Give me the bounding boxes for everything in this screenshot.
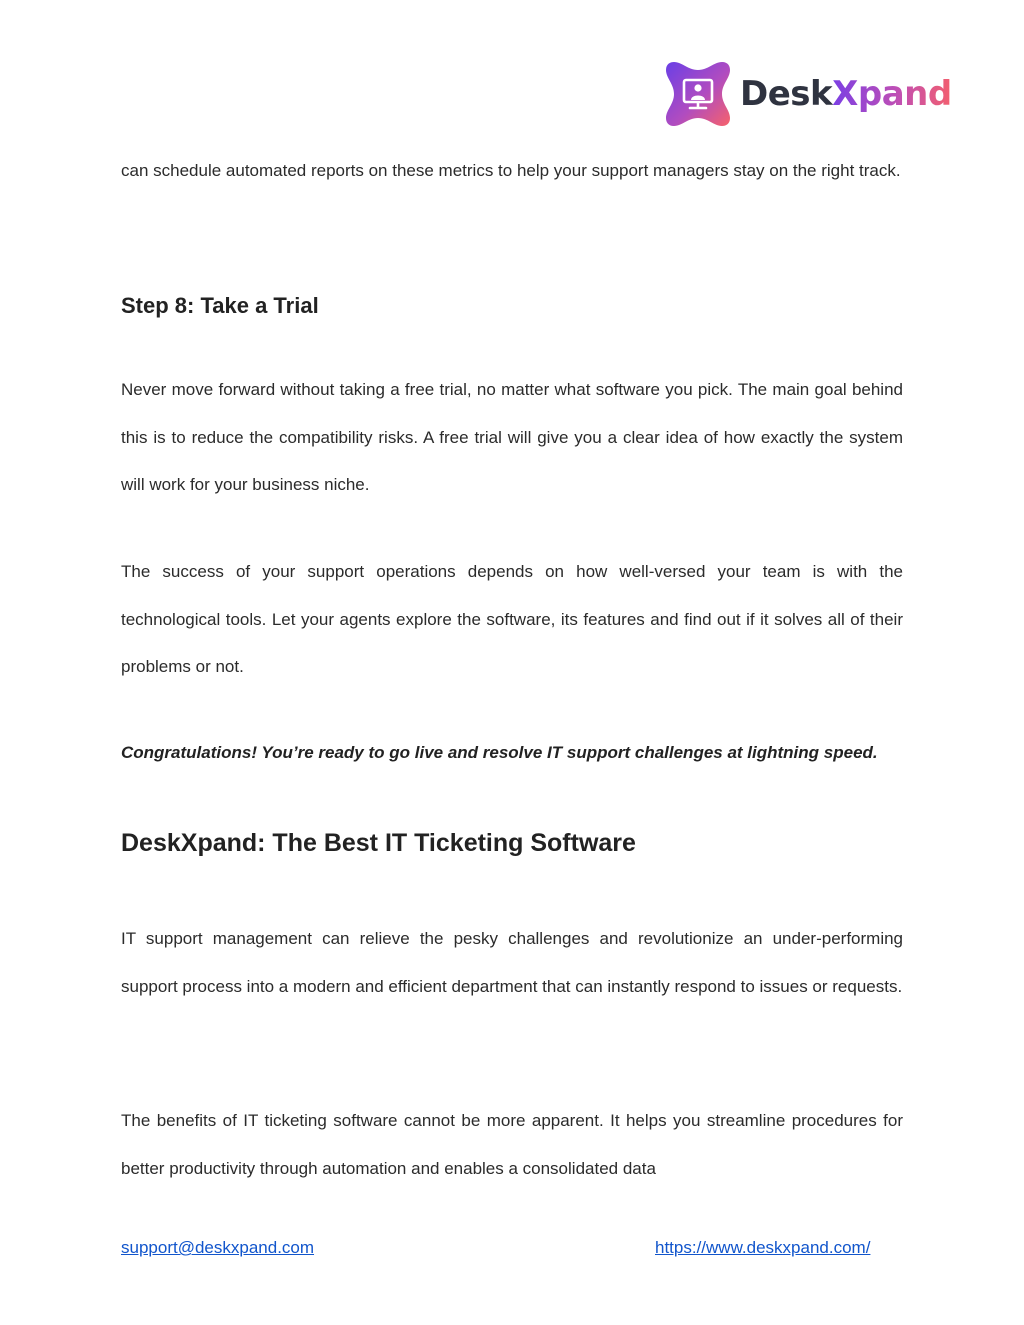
intro-paragraph: can schedule automated reports on these metrics to help your support managers stay on the right track. [121,161,901,180]
logo-wordmark [740,71,952,117]
logo-text-desk: Desk [740,74,833,114]
section-paragraph-2: The benefits of IT ticketing software cannot be more apparent. It helps you streamline procedures for better productivity through automation and enables a consolidated data [121,1111,903,1178]
step8-heading: Step 8: Take a Trial [121,293,319,318]
footer-email-link[interactable]: support@deskxpand.com [121,1238,315,1257]
congratulations-text: Congratulations! You’re ready to go live and resolve IT support challenges at lightning speed. [121,743,878,762]
logo-text-xpand: Xpand [832,74,952,114]
step8-paragraph-2: The success of your support operations depends on how well-versed your team is with the technological tools. Let your agents explore the software, its features and find out if it solves all of their problems or not. [121,562,903,677]
footer-website-link[interactable]: https://www.deskxpand.com/ [655,1238,871,1257]
step8-paragraph-1: Never move forward without taking a free trial, no matter what software you pick. The main goal behind this is to reduce the compatibility risks. A free trial will give you a clear idea of how exactly the system will work for your business niche. [121,380,903,495]
section-paragraph-1: IT support management can relieve the pesky challenges and revolutionize an under-performing support process into a modern and efficient department that can instantly respond to issues or requests. [121,929,903,996]
deskxpand-logo-icon [664,60,732,128]
deskxpand-logo [664,60,952,128]
section-heading: DeskXpand: The Best IT Ticketing Software [121,829,636,857]
